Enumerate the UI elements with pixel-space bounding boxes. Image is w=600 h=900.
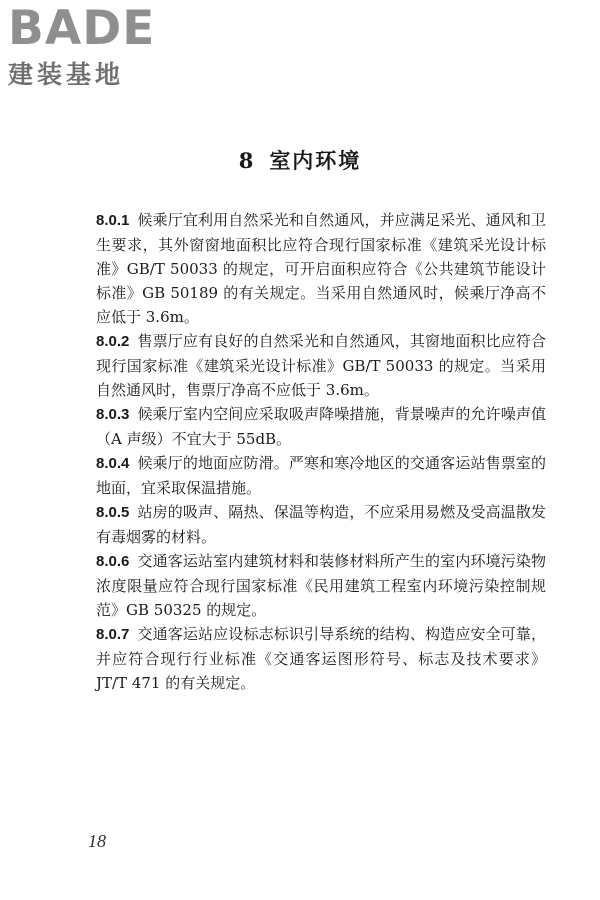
clause-number: 8.0.4 — [96, 455, 130, 472]
clause-number: 8.0.3 — [96, 406, 130, 423]
clause-text: 交通客运站室内建筑材料和装修材料所产生的室内环境污染物浓度限量应符合现行国家标准《民用建筑工程室内环境污染控制规范》GB 50325 的规定。 — [96, 552, 546, 619]
clause-number: 8.0.2 — [96, 333, 130, 350]
clause-8-0-6 — [96, 549, 546, 622]
clause-text: 候乘厅室内空间应采取吸声降噪措施，背景噪声的允许噪声值（A 声级）不宜大于 55dB。 — [96, 405, 546, 448]
chapter-title-text: 室内环境 — [269, 148, 362, 173]
clause-8-0-7 — [96, 622, 546, 695]
clause-number: 8.0.5 — [96, 504, 130, 521]
clause-8-0-3 — [96, 402, 546, 451]
page-number: 18 — [88, 831, 106, 851]
clause-list — [96, 208, 546, 695]
clause-text: 站房的吸声、隔热、保温等构造，不应采用易燃及受高温散发有毒烟雾的材料。 — [96, 503, 546, 546]
clause-text: 候乘厅的地面应防滑。严寒和寒冷地区的交通客运站售票室的地面，宜采取保温措施。 — [96, 454, 546, 497]
logo-tagline: 建装基地 — [8, 60, 125, 89]
bade-logo — [8, 1, 178, 94]
clause-8-0-5 — [96, 500, 546, 549]
chapter-title — [0, 147, 600, 175]
clause-number: 8.0.6 — [96, 553, 130, 570]
clause-text: 交通客运站应设标志标识引导系统的结构、构造应安全可靠，并应符合现行行业标准《交通客运图形符号、标志及技术要求》JT/T 471 的有关规定。 — [96, 625, 546, 692]
clause-number: 8.0.1 — [96, 212, 130, 229]
clause-text: 候乘厅宜利用自然采光和自然通风，并应满足采光、通风和卫生要求，其外窗窗地面积比应符合现行国家标准《建筑采光设计标准》GB/T 50033 的规定，可开启面积应符合《公共建筑节能设计标准》GB 50189 的有关规定。当采用自然通风时，候乘厅净高不应低于 3.6m。 — [96, 211, 546, 326]
clause-text: 售票厅应有良好的自然采光和自然通风，其窗地面积比应符合现行国家标准《建筑采光设计标准》GB/T 50033 的规定。当采用自然通风时，售票厅净高不应低于 3.6m。 — [96, 332, 546, 399]
chapter-number: 8 — [238, 148, 256, 173]
clause-8-0-2 — [96, 329, 546, 402]
clause-8-0-4 — [96, 451, 546, 500]
clause-8-0-1 — [96, 208, 546, 329]
logo-wordmark: BADE — [8, 1, 156, 56]
clause-number: 8.0.7 — [96, 626, 130, 643]
